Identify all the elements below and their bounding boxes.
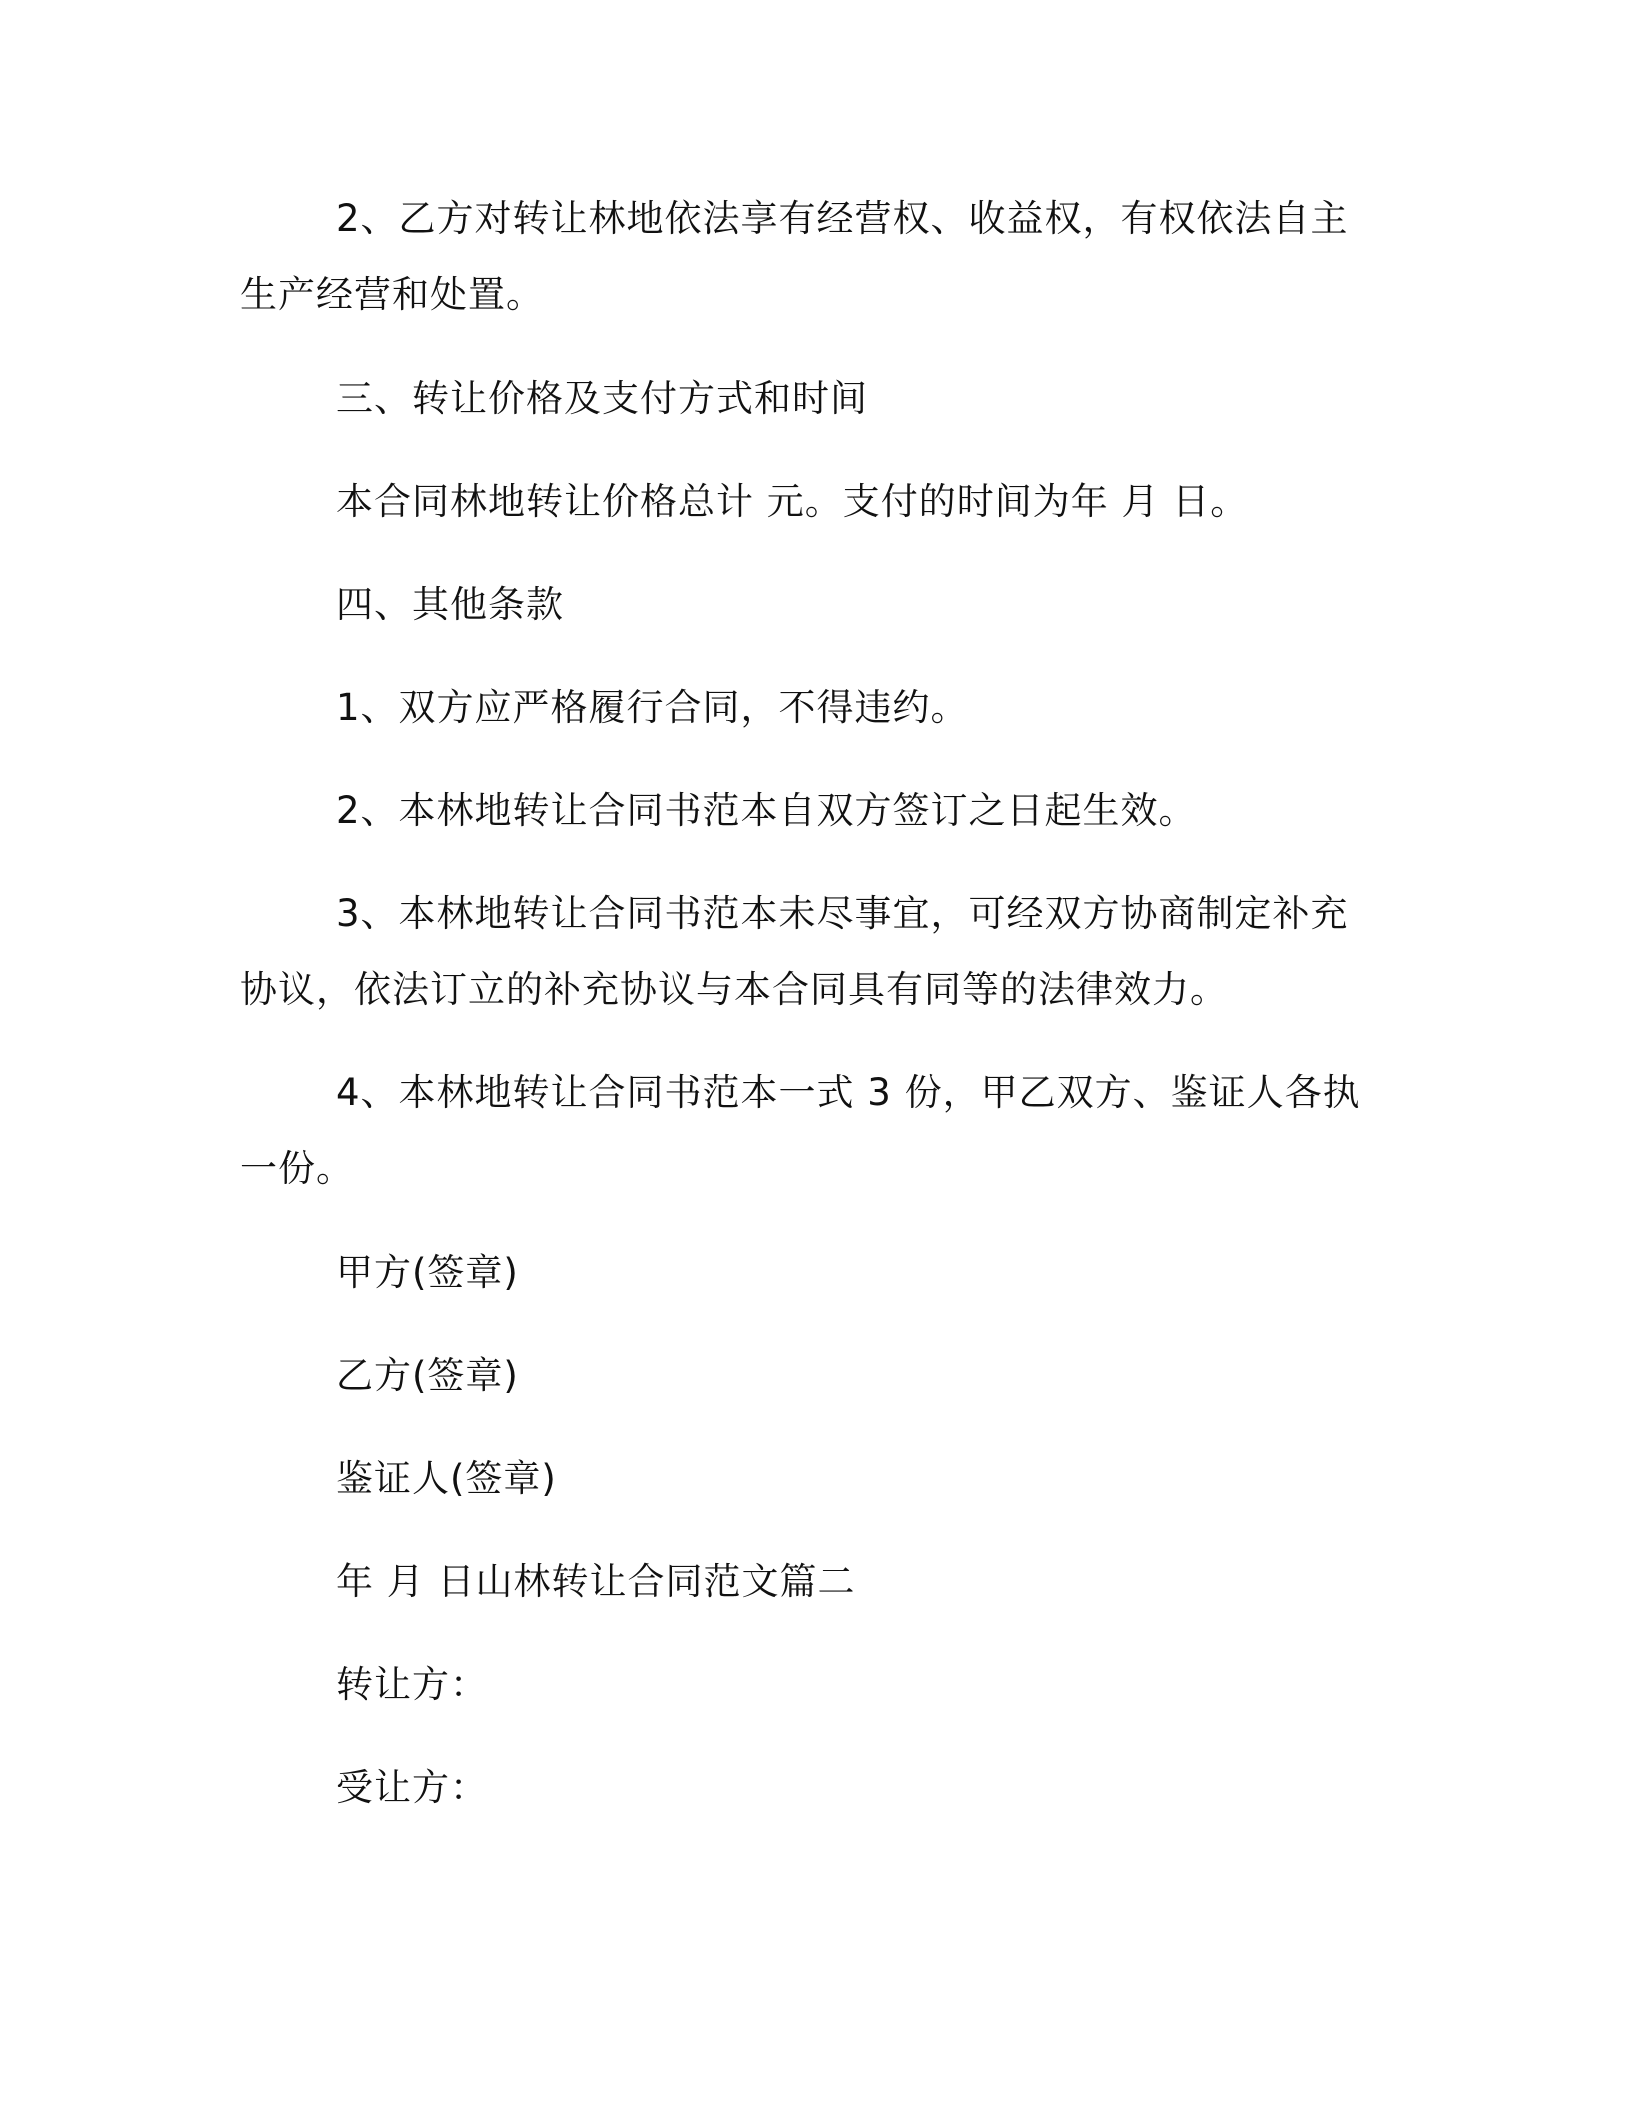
signature-party-a: 甲方(签章) [336, 1251, 519, 1294]
paragraph-price-total: 本合同林地转让价格总计 元。支付的时间为年 月 日。 [336, 480, 1249, 523]
date-and-next-title: 年 月 日山林转让合同范文篇二 [336, 1560, 856, 1603]
paragraph-term-2: 2、本林地转让合同书范本自双方签订之日起生效。 [336, 789, 1197, 832]
transferor-label: 转让方： [336, 1663, 488, 1706]
paragraph-term-3: 3、本林地转让合同书范本未尽事宜，可经双方协商制定补充协议，依法订立的补充协议与本合同具有同等的法律效力。 [240, 892, 1349, 1011]
paragraph-term-4: 4、本林地转让合同书范本一式 3 份，甲乙双方、鉴证人各执一份。 [240, 1071, 1361, 1190]
paragraph-term-1: 1、双方应严格履行合同，不得违约。 [336, 686, 969, 729]
signature-party-b: 乙方(签章) [336, 1354, 519, 1397]
signature-witness: 鉴证人(签章) [336, 1457, 557, 1500]
transferee-label: 受让方： [336, 1766, 488, 1809]
heading-price-payment: 三、转让价格及支付方式和时间 [336, 377, 868, 420]
heading-other-terms: 四、其他条款 [336, 583, 564, 626]
paragraph-operating-rights: 2、乙方对转让林地依法享有经营权、收益权，有权依法自主生产经营和处置。 [240, 197, 1349, 316]
